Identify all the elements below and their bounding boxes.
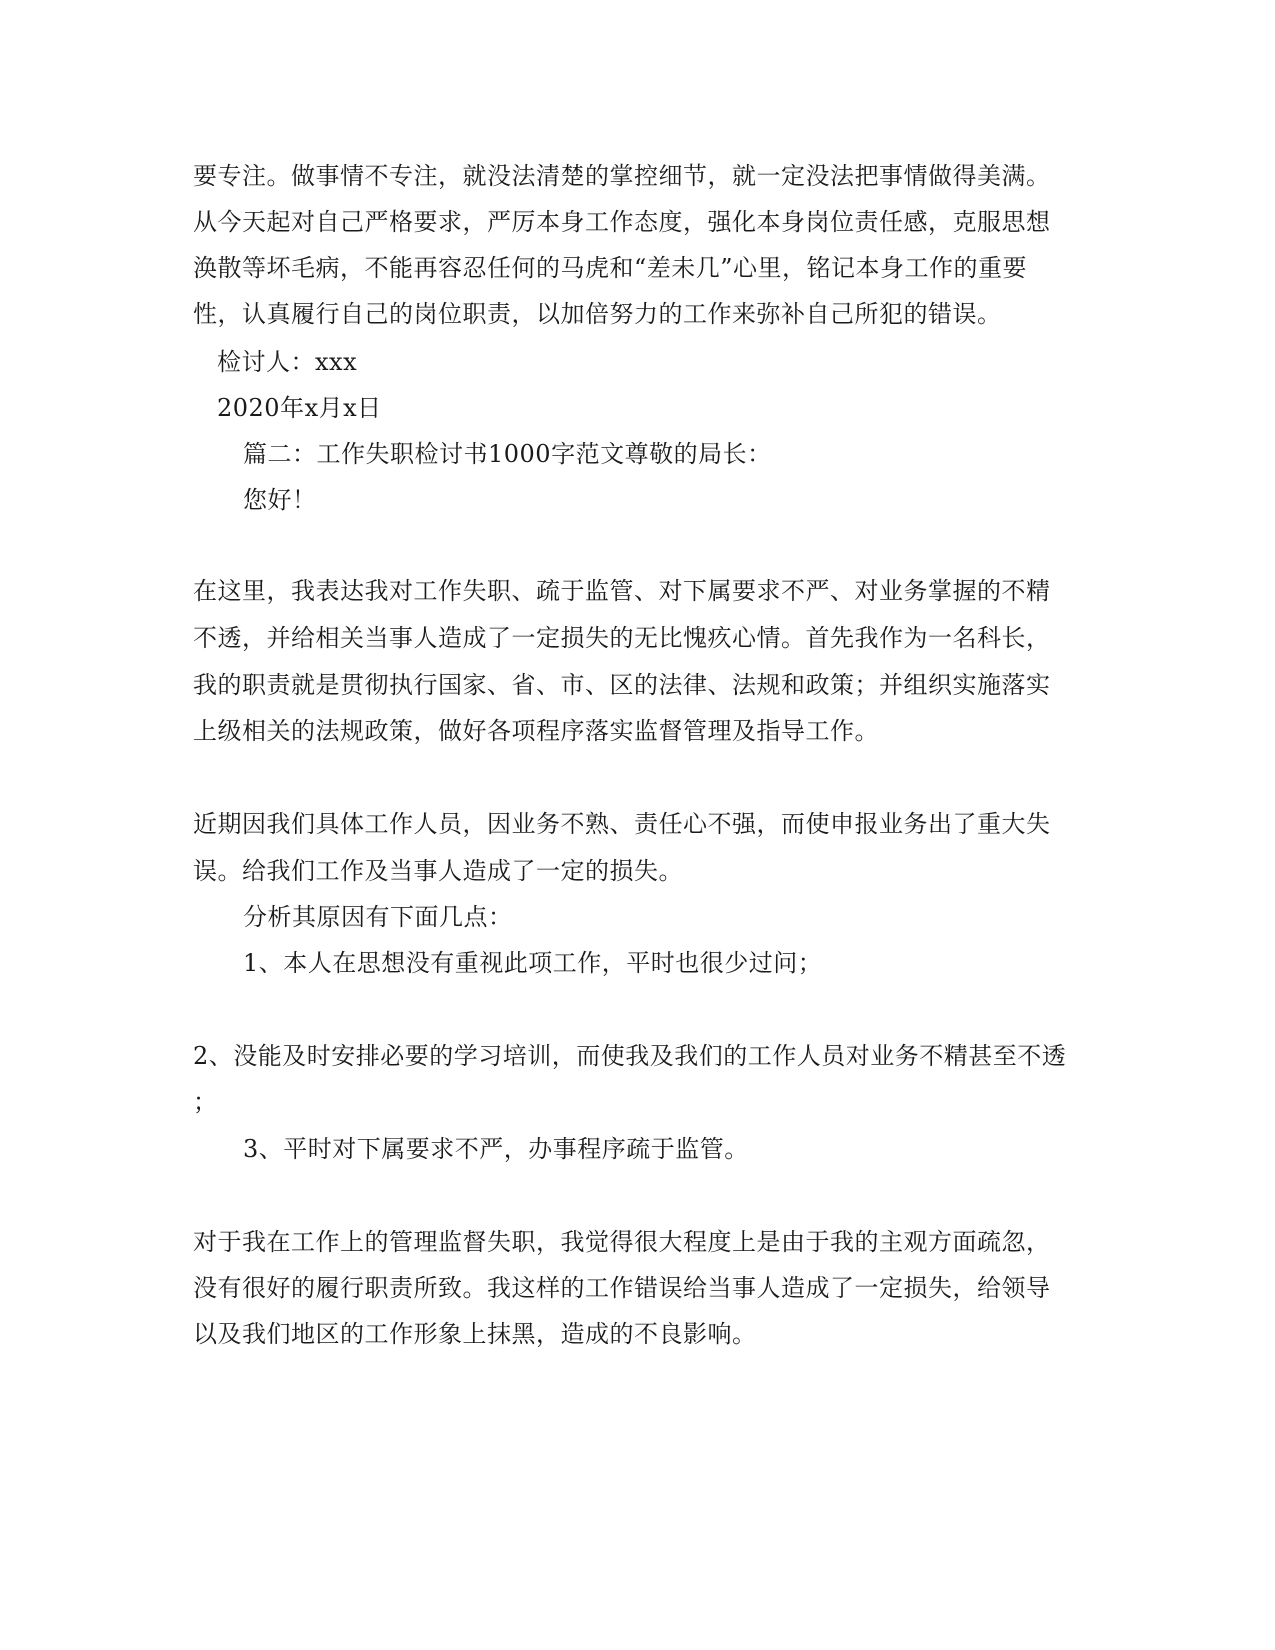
body-line: 以及我们地区的工作形象上抹黑，造成的不良影响。 — [193, 1320, 757, 1348]
section-heading: 篇二：工作失职检讨书1000字范文尊敬的局长： — [243, 440, 772, 468]
list-item: 2、没能及时安排必要的学习培训，而使我及我们的工作人员对业务不精甚至不透 — [193, 1042, 1067, 1070]
body-line: 上级相关的法规政策，做好各项程序落实监督管理及指导工作。 — [193, 717, 879, 745]
body-line: 涣散等坏毛病，不能再容忍任何的马虎和“差未几”心里，铭记本身工作的重要 — [193, 254, 1028, 282]
body-line: 不透，并给相关当事人造成了一定损失的无比愧疚心情。首先我作为一名科长， — [193, 624, 1051, 652]
body-line: 要专注。做事情不专注，就没法清楚的掌控细节，就一定没法把事情做得美满。 — [193, 162, 1051, 190]
body-line: 从今天起对自己严格要求，严厉本身工作态度，强化本身岗位责任感，克服思想 — [193, 208, 1051, 236]
body-line: 在这里，我表达我对工作失职、疏于监管、对下属要求不严、对业务掌握的不精 — [193, 577, 1051, 605]
body-line: 误。给我们工作及当事人造成了一定的损失。 — [193, 857, 683, 885]
list-heading: 分析其原因有下面几点： — [243, 903, 513, 931]
greeting-line: 您好！ — [243, 486, 317, 514]
body-line: 性，认真履行自己的岗位职责，以加倍努力的工作来弥补自己所犯的错误。 — [193, 300, 1002, 328]
signature-line: 检讨人：xxx — [217, 348, 358, 376]
body-line: 我的职责就是贯彻执行国家、省、市、区的法律、法规和政策；并组织实施落实 — [193, 671, 1051, 699]
list-item: 3、平时对下属要求不严，办事程序疏于监管。 — [243, 1135, 749, 1163]
body-line: 对于我在工作上的管理监督失职，我觉得很大程度上是由于我的主观方面疏忽， — [193, 1228, 1051, 1256]
body-line: 没有很好的履行职责所致。我这样的工作错误给当事人造成了一定损失，给领导 — [193, 1274, 1051, 1302]
list-item: 1、本人在思想没有重视此项工作，平时也很少过问； — [243, 949, 823, 977]
body-line: 近期因我们具体工作人员，因业务不熟、责任心不强，而使申报业务出了重大失 — [193, 810, 1051, 838]
date-line: 2020年x月x日 — [217, 394, 382, 422]
list-item-continuation: ； — [193, 1088, 218, 1116]
